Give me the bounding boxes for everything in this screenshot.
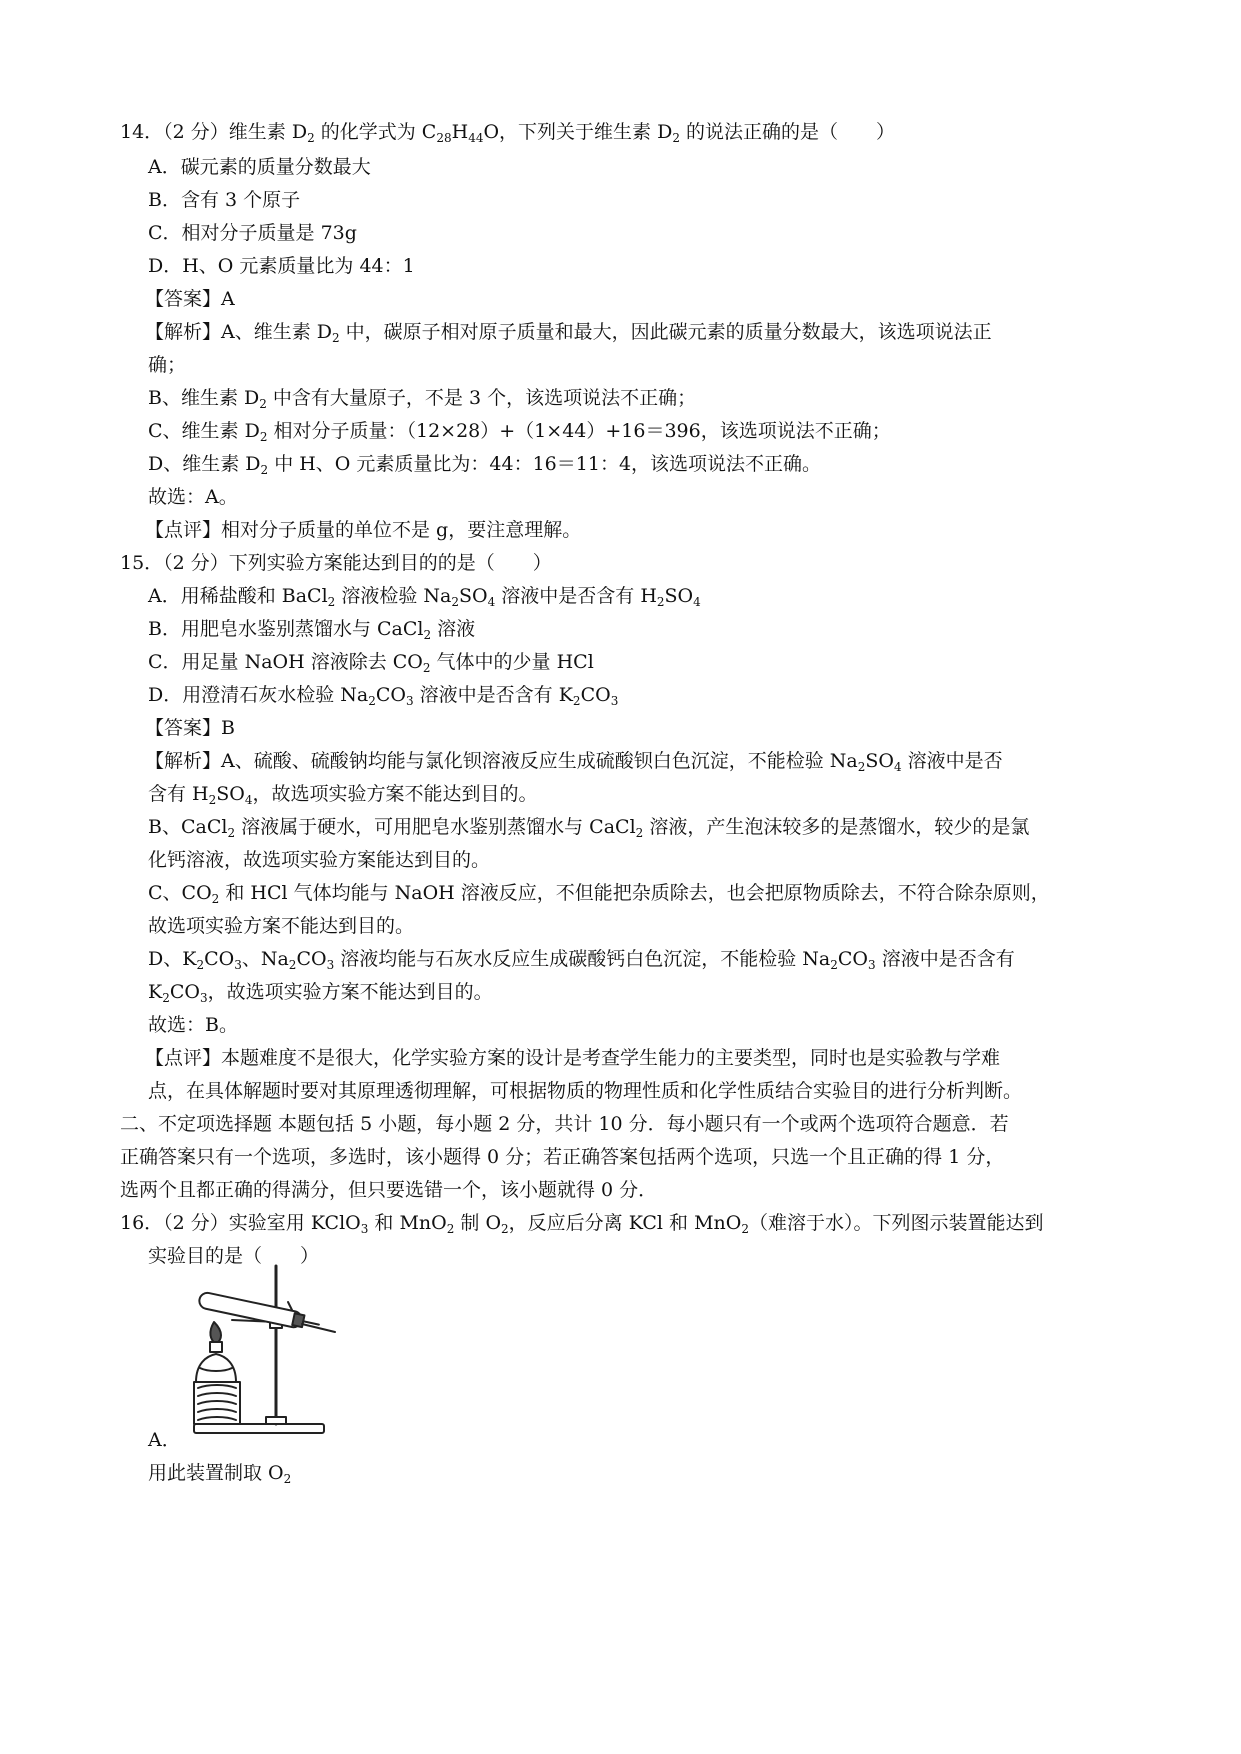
subscript: 4 [693, 595, 701, 609]
text-segment: SO [865, 750, 894, 772]
text-segment: SO [459, 585, 488, 607]
text-segment: A． [148, 1429, 181, 1451]
subscript: 2 [446, 1222, 455, 1236]
text-segment: H [451, 121, 469, 143]
q15-comment-1 [145, 1046, 1000, 1070]
subscript: 3 [406, 694, 414, 708]
text-segment: 、Na [241, 948, 289, 970]
subscript: 2 [283, 1472, 292, 1486]
text-segment: 确； [148, 354, 187, 376]
subscript: 2 [741, 1222, 749, 1236]
text-segment: 相对分子质量：（12×28）+（1×44）+16＝396，该选项说法不正确； [267, 420, 891, 442]
text-segment: D．用澄清石灰水检验 Na [148, 684, 369, 706]
text-segment: 【点评】本题难度不是很大，化学实验方案的设计是考查学生能力的主要类型，同时也是实验教与学难 [145, 1047, 1001, 1069]
text-segment: CO [204, 948, 235, 970]
text-segment: 溶液 [431, 618, 476, 640]
q15-option-c [148, 650, 594, 674]
q15-option-b [148, 617, 475, 641]
q14-answer [145, 287, 235, 311]
subscript: 3 [199, 991, 208, 1005]
q14-stem [120, 120, 895, 144]
subscript: 44 [468, 131, 484, 145]
subscript: 4 [893, 760, 902, 774]
q14-option-d [148, 254, 415, 278]
text-segment: 16．（2 分）实验室用 KClO [120, 1212, 361, 1234]
subscript: 2 [857, 760, 866, 774]
text-segment: 点，在具体解题时要对其原理透彻理解，可根据物质的物理性质和化学性质结合实验目的进行分析判断。 [148, 1080, 1023, 1102]
subscript: 2 [830, 958, 838, 972]
text-segment: 中含有大量原子，不是 3 个，该选项说法不正确； [266, 387, 697, 409]
text-segment: 故选项实验方案不能达到目的。 [148, 915, 415, 937]
text-segment: SO [664, 585, 694, 607]
q15-analysis-2 [148, 782, 538, 806]
subscript: 3 [326, 958, 335, 972]
text-segment: A．用稀盐酸和 BaCl [148, 585, 328, 607]
text-segment: 二、不定项选择题 本题包括 5 小题，每小题 2 分，共计 10 分．每小题只有一个或两个选项符合题意．若 [120, 1113, 1009, 1135]
subscript: 2 [208, 793, 217, 807]
q14-analysis-3 [148, 386, 696, 410]
text-segment: B、CaCl [148, 816, 228, 838]
q14-analysis-1 [145, 320, 992, 344]
text-segment: 选两个且都正确的得满分，但只要选错一个，该小题就得 0 分． [120, 1179, 658, 1201]
subscript: 2 [635, 826, 644, 840]
text-segment: C．用足量 NaOH 溶液除去 CO [148, 651, 423, 673]
text-segment: 溶液中是否含有 K [413, 684, 573, 706]
subscript: 4 [244, 793, 253, 807]
text-segment: CO [580, 684, 611, 706]
q14-option-b [148, 188, 300, 212]
subscript: 2 [672, 131, 680, 145]
text-segment: 故选：B。 [148, 1014, 238, 1036]
subscript: 2 [162, 991, 170, 1005]
q14-analysis-2 [148, 353, 186, 377]
q14-choice [148, 485, 238, 509]
text-segment: C、维生素 D [148, 420, 260, 442]
text-segment: 溶液检验 Na [335, 585, 452, 607]
subscript: 2 [259, 397, 267, 411]
subscript: 2 [288, 958, 297, 972]
q14-option-c [148, 221, 357, 245]
q15-option-d [148, 683, 618, 707]
subscript: 2 [423, 628, 432, 642]
q15-analysis-7 [148, 947, 1015, 971]
text-segment: 【点评】相对分子质量的单位不是 g，要注意理解。 [145, 519, 582, 541]
text-segment: 溶液均能与石灰水反应生成碳酸钙白色沉淀，不能检验 Na [334, 948, 831, 970]
text-segment: ，故选项实验方案不能达到目的。 [252, 783, 538, 805]
subscript: 2 [422, 661, 431, 675]
subscript: 2 [501, 1222, 509, 1236]
text-segment: C．相对分子质量是 73g [148, 222, 357, 244]
subscript: 2 [656, 595, 665, 609]
text-segment: 和 HCl 气体均能与 NaOH 溶液反应，不但能把杂质除去，也会把原物质除去，不符合除杂原则， [219, 882, 1050, 904]
subscript: 2 [211, 892, 220, 906]
text-segment: B．用肥皂水鉴别蒸馏水与 CaCl [148, 618, 424, 640]
text-segment: 故选：A。 [148, 486, 238, 508]
text-segment: 正确答案只有一个选项，多选时，该小题得 0 分；若正确答案包括两个选项，只选一个且正确的得 1 分， [120, 1146, 1005, 1168]
text-segment: 【答案】B [145, 717, 235, 739]
text-segment: D、维生素 D [148, 453, 261, 475]
q15-analysis-6 [148, 914, 414, 938]
q15-analysis-8 [148, 980, 493, 1004]
text-segment: ，故选项实验方案不能达到目的。 [207, 981, 493, 1003]
section-2-heading-2 [120, 1145, 1004, 1169]
subscript: 2 [307, 131, 315, 145]
q15-choice [148, 1013, 238, 1037]
text-segment: 化钙溶液，故选项实验方案能达到目的。 [148, 849, 491, 871]
subscript: 2 [327, 595, 336, 609]
text-segment: 制 O [454, 1212, 502, 1234]
text-segment: 溶液中是否含有 [875, 948, 1015, 970]
subscript: 2 [260, 463, 269, 477]
text-segment: 气体中的少量 HCl [430, 651, 594, 673]
text-segment: CO [169, 981, 200, 1003]
text-segment: 【解析】A、维生素 D [145, 321, 332, 343]
subscript: 3 [360, 1222, 369, 1236]
subscript: 3 [868, 958, 876, 972]
subscript: 2 [227, 826, 236, 840]
text-segment: A．碳元素的质量分数最大 [148, 156, 371, 178]
q16-option-a-caption [148, 1461, 291, 1485]
text-segment: CO [375, 684, 406, 706]
text-segment: 溶液属于硬水，可用肥皂水鉴别蒸馏水与 CaCl [235, 816, 636, 838]
text-segment: 用此装置制取 O [148, 1462, 284, 1484]
text-segment: 中 H、O 元素质量比为：44：16＝11：4，该选项说法不正确。 [268, 453, 822, 475]
q14-analysis-4 [148, 419, 891, 443]
text-segment: 溶液，产生泡沫较多的是蒸馏水，较少的是氯 [643, 816, 1030, 838]
subscript: 28 [436, 131, 452, 145]
text-segment: 15．（2 分）下列实验方案能达到目的的是（ ） [120, 552, 552, 574]
text-segment: CO [837, 948, 869, 970]
q14-comment [145, 518, 581, 542]
q15-stem [120, 551, 552, 575]
text-segment: 的说法正确的是（ ） [679, 121, 896, 143]
text-segment: 【解析】A、硫酸、硫酸钠均能与氯化钡溶液反应生成硫酸钡白色沉淀，不能检验 Na [145, 750, 858, 772]
text-segment: 14．（2 分）维生素 D [120, 121, 308, 143]
text-segment: C、CO [148, 882, 212, 904]
q15-analysis-4 [148, 848, 490, 872]
q15-analysis-3 [148, 815, 1029, 839]
text-segment: 【答案】A [145, 288, 235, 310]
subscript: 3 [610, 694, 619, 708]
q15-answer [145, 716, 235, 740]
subscript: 2 [196, 958, 205, 972]
q16-stem-1 [120, 1211, 1044, 1235]
q15-option-a [148, 584, 701, 608]
text-segment: 的化学式为 C [314, 121, 437, 143]
subscript: 2 [572, 694, 581, 708]
subscript: 2 [451, 595, 459, 609]
subscript: 2 [259, 430, 268, 444]
q14-analysis-5 [148, 452, 821, 476]
q15-analysis-1 [145, 749, 1003, 773]
q14-option-a [148, 155, 371, 179]
text-segment: ，反应后分离 KCl 和 MnO [508, 1212, 742, 1234]
text-segment: （难溶于水）。下列图示装置能达到 [749, 1212, 1044, 1234]
text-segment: 溶液中是否 [901, 750, 1003, 772]
text-segment: 实验目的是（ ） [148, 1245, 320, 1267]
subscript: 4 [487, 595, 496, 609]
section-2-heading-3 [120, 1178, 657, 1202]
text-segment: D、K [148, 948, 197, 970]
subscript: 2 [368, 694, 376, 708]
text-segment: K [148, 981, 163, 1003]
text-segment: B．含有 3 个原子 [148, 189, 301, 211]
text-segment: D．H、O 元素质量比为 44：1 [148, 255, 415, 277]
section-2-heading-1 [120, 1112, 1009, 1136]
text-segment: 中，碳原子相对原子质量和最大，因此碳元素的质量分数最大，该选项说法正 [339, 321, 992, 343]
oxygen-generation-apparatus-image [170, 1262, 340, 1440]
subscript: 3 [234, 958, 242, 972]
text-segment: CO [296, 948, 327, 970]
text-segment: SO [216, 783, 245, 805]
text-segment: O，下列关于维生素 D [483, 121, 673, 143]
text-segment: 含有 H [148, 783, 209, 805]
q15-analysis-5 [148, 881, 1050, 905]
text-segment: 溶液中是否含有 H [495, 585, 657, 607]
text-segment: 和 MnO [368, 1212, 447, 1234]
subscript: 2 [332, 331, 340, 345]
q15-comment-2 [148, 1079, 1022, 1103]
text-segment: B、维生素 D [148, 387, 260, 409]
